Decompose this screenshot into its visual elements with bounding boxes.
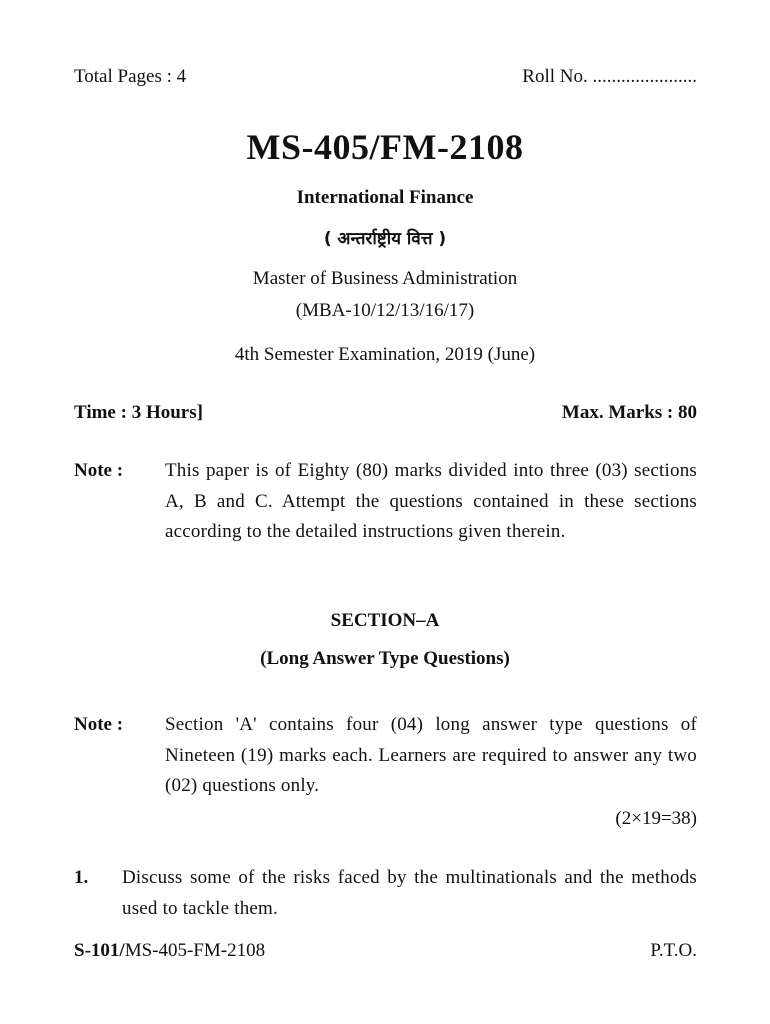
- section-a-marks: (2×19=38): [615, 808, 697, 829]
- section-a-note-label: Note :: [74, 714, 124, 735]
- subject-title: International Finance: [296, 187, 474, 208]
- page-turn-over: P.T.O.: [650, 940, 697, 961]
- exam-title: 4th Semester Examination, 2019 (June): [234, 344, 536, 365]
- footer-code: [74, 940, 265, 962]
- general-note-label: Note :: [74, 460, 124, 481]
- page-footer: [74, 940, 697, 962]
- max-marks: Max. Marks : 80: [561, 402, 697, 423]
- subject-title-hindi: ( अन्तर्राष्ट्रीय वित्त ): [323, 229, 447, 249]
- programme-codes: (MBA-10/12/13/16/17): [295, 300, 475, 321]
- exam-meta: [74, 402, 697, 424]
- roll-number: Roll No. ......................: [522, 66, 697, 87]
- page-header: [74, 66, 697, 88]
- section-a-note-text: Section 'A' contains four (04) long answer type questions of Nineteen (19) marks each. Learners are required to answer any two (02) questions only.: [165, 714, 697, 796]
- footer-code-rest: MS-405-FM-2108: [124, 940, 266, 961]
- paper-code: MS-405/FM-2108: [246, 127, 524, 167]
- question-number: 1.: [74, 867, 89, 888]
- general-note-text: This paper is of Eighty (80) marks divided into three (03) sections A, B and C. Attempt the questions contained in these sections according to the detailed instructions given therein.: [165, 460, 697, 542]
- question-text: Discuss some of the risks faced by the multinationals and the methods used to tackle them.: [122, 867, 697, 919]
- section-a-title: SECTION–A: [330, 610, 440, 631]
- exam-time: Time : 3 Hours]: [74, 402, 203, 423]
- footer-code-bold: S-101/: [74, 940, 125, 961]
- total-pages: Total Pages : 4: [74, 66, 187, 87]
- section-a-subtitle: (Long Answer Type Questions): [260, 648, 510, 669]
- programme-name: Master of Business Administration: [252, 268, 518, 289]
